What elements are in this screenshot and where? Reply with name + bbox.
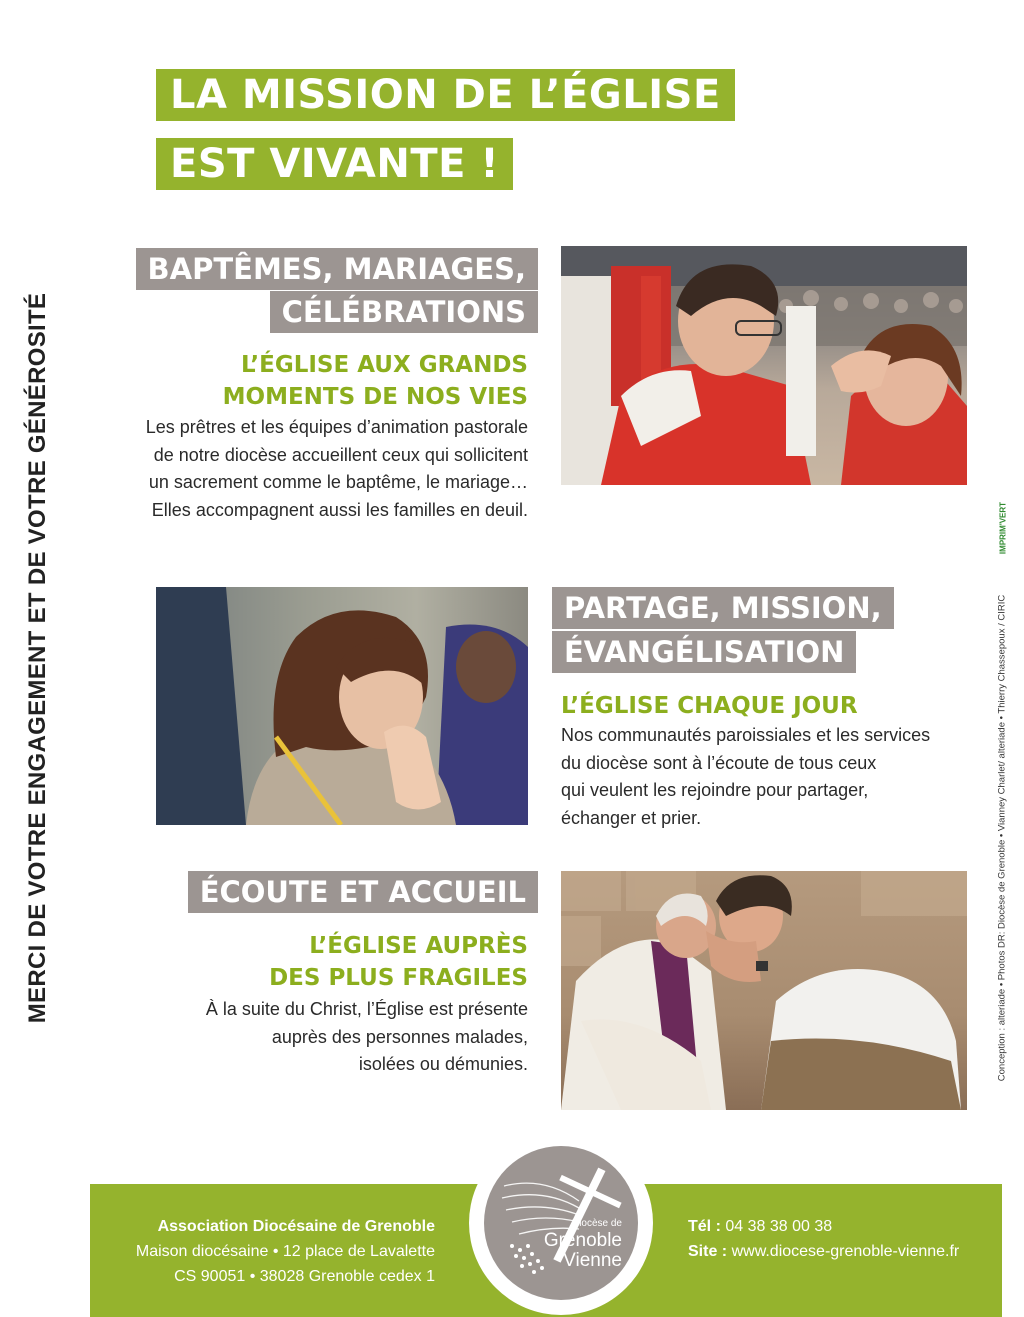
section3-heading [188, 871, 538, 913]
section1-heading-text1: BAPTÊMES, MARIAGES, [147, 252, 526, 286]
photo-credits-text: Conception : alteriade • Photos DR: Diocèse de Grenoble • Vianney Charlet/ alteriade • Thierry Chassepoux / CIRIC [996, 594, 1008, 1081]
page-title-line1 [156, 69, 735, 121]
side-thanks-text [18, 225, 58, 1090]
footer-contact-block [688, 1214, 959, 1264]
footer-tel-value[interactable]: 04 38 38 00 38 [725, 1218, 833, 1235]
footer-org-name: Association Diocésaine de Grenoble [157, 1218, 435, 1235]
section1-body-line: Elles accompagnent aussi les familles en deuil. [151, 499, 528, 520]
section2-heading-line1 [552, 587, 894, 629]
footer-tel [688, 1214, 959, 1239]
photo-confession [561, 871, 967, 1110]
section3-body-line: isolées ou démunies. [358, 1054, 528, 1074]
photo-credits [990, 560, 1014, 1115]
section1-body-line: un sacrement comme le baptême, le mariage… [148, 472, 528, 492]
logo-text-line2: Grenoble [543, 1230, 622, 1251]
title-text-2: EST VIVANTE ! [170, 141, 500, 187]
section2-subheading: L’ÉGLISE CHAQUE JOUR [561, 693, 858, 719]
section2-heading-line2 [552, 631, 856, 673]
side-thanks-label: MERCI DE VOTRE ENGAGEMENT ET DE VOTRE GÉNÉROSITÉ [24, 292, 51, 1023]
section3-subheading-line2: DES PLUS FRAGILES [269, 965, 528, 991]
section1-heading-line2 [270, 291, 538, 333]
footer-address-block [136, 1214, 435, 1289]
footer-tel-label: Tél : [688, 1218, 721, 1235]
footer-site-label: Site : [688, 1243, 728, 1260]
section2-heading-text2: ÉVANGÉLISATION [564, 635, 845, 669]
page-title-line2 [156, 138, 513, 190]
footer-site-link[interactable]: www.diocese-grenoble-vienne.fr [731, 1243, 960, 1260]
section2-body-line: du diocèse sont à l’écoute de tous ceux [561, 752, 877, 773]
section2-heading-text1: PARTAGE, MISSION, [564, 591, 882, 625]
diocese-logo [484, 1146, 638, 1300]
title-text-1: LA MISSION DE L’ÉGLISE [170, 72, 721, 118]
section1-body-line: de notre diocèse accueillent ceux qui sollicitent [153, 444, 528, 465]
photo-prayer-art [156, 587, 528, 825]
section1-subheading-line2: MOMENTS DE NOS VIES [222, 384, 528, 410]
footer-address-line1: Maison diocésaine • 12 place de Lavalette [135, 1243, 435, 1260]
photo-blessing [561, 246, 967, 485]
logo-text-line1: Diocèse de [571, 1218, 622, 1229]
section3-body [206, 996, 528, 1079]
section1-heading-line1 [136, 248, 538, 290]
footer-address-line2: CS 90051 • 38028 Grenoble cedex 1 [174, 1268, 435, 1285]
photo-blessing-art [561, 246, 967, 485]
section1-body-line: Les prêtres et les équipes d’animation pastorale [145, 417, 528, 437]
section2-body-line: Nos communautés paroissiales et les services [561, 725, 931, 745]
photo-prayer [156, 587, 528, 825]
section3-subheading-line1: L’ÉGLISE AUPRÈS [309, 933, 528, 959]
photo-confession-art [561, 871, 967, 1110]
imprim-vert-badge [994, 488, 1012, 568]
section1-body [146, 414, 528, 524]
section1-heading-text2: CÉLÉBRATIONS [281, 295, 526, 329]
section3-body-line: auprès des personnes malades, [271, 1026, 528, 1047]
section1-subheading-line1: L’ÉGLISE AUX GRANDS [241, 352, 528, 378]
section2-body-line: qui veulent les rejoindre pour partager, [561, 780, 869, 800]
imprim-vert-label: IMPRIM'VERT [998, 501, 1008, 555]
section3-body-line: À la suite du Christ, l’Église est présente [205, 999, 528, 1019]
section2-body-line: échanger et prier. [561, 807, 702, 828]
section3-heading-text: ÉCOUTE ET ACCUEIL [199, 875, 526, 909]
logo-text-line3: Vienne [563, 1250, 622, 1271]
section2-body [561, 722, 930, 832]
footer-site [688, 1239, 959, 1264]
